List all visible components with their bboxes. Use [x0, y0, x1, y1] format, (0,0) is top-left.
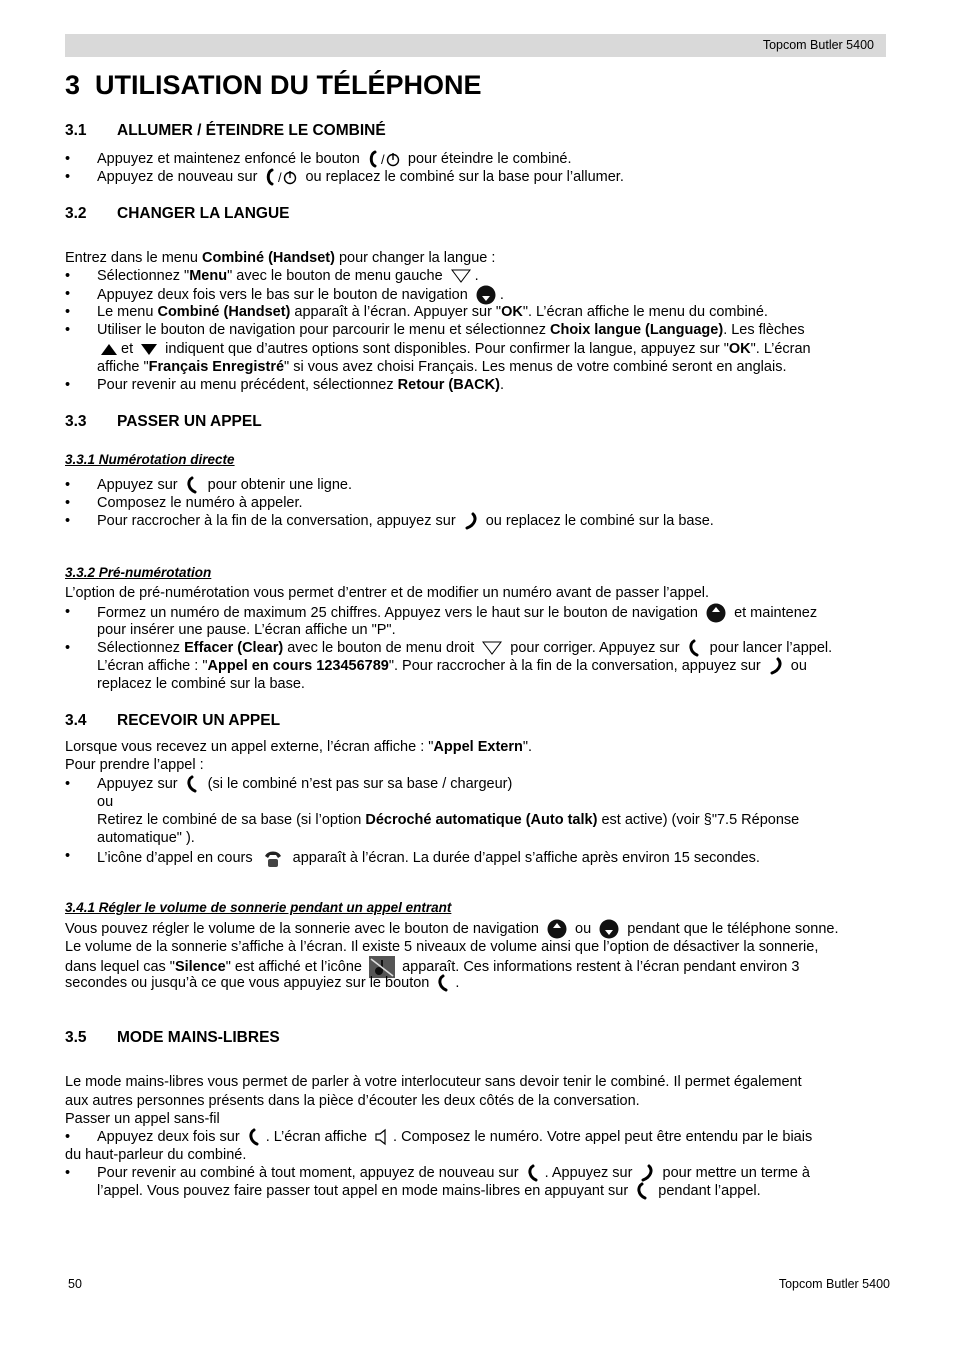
s34-bullet-2: L’icône d’appel en cours apparaît à l’écran. La durée d’appel s’affiche après environ 15 secondes.: [97, 847, 760, 869]
menu-softkey-icon: [450, 268, 472, 284]
s35-line-2: aux autres personnes présents dans la pièce d’écouter les deux côtés de la conversation.: [65, 1093, 640, 1109]
bullet: •: [65, 513, 71, 529]
s33-bullet-3: Pour raccrocher à la fin de la conversation, appuyez sur ou replacez le combiné sur la base.: [97, 513, 714, 529]
speaker-icon: [374, 1128, 390, 1146]
bullet: •: [65, 776, 71, 792]
s34-bullet-1-cont-2: automatique" ).: [97, 830, 195, 846]
call-in-progress-icon: [260, 847, 286, 869]
s31-bullet-2: Appuyez de nouveau sur / ou replacez le combiné sur la base pour l’allumer.: [97, 169, 624, 186]
s341-line-3: dans lequel cas "Silence" est affiché et l’icône apparaît. Ces informations restent à l’écran pendant environ 3: [65, 956, 799, 978]
phone-power-icon: [264, 168, 298, 186]
header-product: Topcom Butler 5400: [762, 38, 874, 52]
s32-bullet-1: Sélectionnez "Menu" avec le bouton de menu gauche .: [97, 268, 479, 284]
s33-bullet-1: Appuyez sur pour obtenir une ligne.: [97, 477, 352, 493]
talk-icon: [185, 775, 201, 793]
footer-product: Topcom Butler 5400: [778, 1277, 890, 1291]
s33-pre-bullet-1-cont: pour insérer une pause. L’écran affiche un "P".: [97, 622, 396, 638]
nav-down-icon: [475, 285, 497, 305]
section-3-4-heading: 3.4 RECEVOIR UN APPEL: [65, 712, 281, 729]
bullet: •: [65, 268, 71, 284]
talk-icon: [687, 639, 703, 657]
s34-bullet-1-or: ou: [97, 794, 114, 810]
s34-bullet-1: Appuyez sur (si le combiné n’est pas sur sa base / chargeur): [97, 776, 513, 792]
bullet: •: [65, 495, 71, 511]
bullet: •: [65, 640, 71, 656]
bullet: •: [65, 848, 71, 864]
talk-icon: [436, 974, 452, 992]
bullet: •: [65, 604, 71, 620]
clear-softkey-icon: [481, 640, 503, 656]
nav-up-icon: [546, 919, 568, 939]
subsection-3-3-2-heading: 3.3.2 Pré-numérotation: [65, 565, 212, 580]
subsection-3-4-1-heading: 3.4.1 Régler le volume de sonnerie pendant un appel entrant: [65, 900, 452, 915]
s35-line-3: Passer un appel sans-fil: [65, 1111, 220, 1127]
talk-icon: [247, 1128, 263, 1146]
svg-text:/: /: [380, 152, 385, 168]
bullet: •: [65, 286, 71, 302]
s34-line-1: Lorsque vous recevez un appel externe, l’écran affiche : "Appel Extern".: [65, 739, 533, 755]
s32-bullet-5: Pour revenir au menu précédent, sélectionnez Retour (BACK).: [97, 377, 504, 393]
s32-bullet-4-cont-1: et indiquent que d’autres options sont disponibles. Pour confirmer la langue, appuyez sur "OK". L’écran: [97, 340, 811, 358]
arrow-down-icon: [140, 342, 158, 356]
svg-text:/: /: [278, 170, 283, 186]
s33-bullet-2: Composez le numéro à appeler.: [97, 495, 303, 511]
bullet: •: [65, 151, 71, 167]
header-bar: [65, 34, 886, 57]
s33-pre-bullet-2: Sélectionnez Effacer (Clear) avec le bouton de menu droit pour corriger. Appuyez sur pour lancer l’appel.: [97, 640, 833, 656]
s33-pre-bullet-1: Formez un numéro de maximum 25 chiffres. Appuyez vers le haut sur le bouton de navigation et maintenez: [97, 603, 817, 623]
s34-line-2: Pour prendre l’appel :: [65, 757, 204, 773]
s33-pre-bullet-2-cont-2: replacez le combiné sur la base.: [97, 676, 305, 692]
bullet: •: [65, 377, 71, 393]
s32-bullet-3: Le menu Combiné (Handset) apparaît à l’écran. Appuyer sur "OK". L’écran affiche le menu du combiné.: [97, 304, 768, 320]
bullet: •: [65, 322, 71, 338]
s33-pre-bullet-2-cont-1: L’écran affiche : "Appel en cours 123456789". Pour raccrocher à la fin de la conversation, appuyez sur ou: [97, 658, 807, 674]
s35-bullet-2-cont: l’appel. Vous pouvez faire passer tout appel en mode mains-libres en appuyant sur pendant l’appel.: [97, 1183, 761, 1199]
s32-bullet-2: Appuyez deux fois vers le bas sur le bouton de navigation .: [97, 285, 504, 305]
hangup-icon: [639, 1164, 655, 1182]
bullet: •: [65, 169, 71, 185]
s32-bullet-4: Utiliser le bouton de navigation pour parcourir le menu et sélectionnez Choix langue (Language). Les flèches: [97, 322, 805, 338]
subsection-3-3-1-heading: 3.3.1 Numérotation directe: [65, 452, 235, 467]
bullet: •: [65, 1129, 71, 1145]
hangup-icon: [768, 657, 784, 675]
nav-down-icon: [598, 919, 620, 939]
s31-bullet-1: Appuyez et maintenez enfoncé le bouton / pour éteindre le combiné.: [97, 151, 572, 168]
s35-line-1: Le mode mains-libres vous permet de parler à votre interlocuteur sans devoir tenir le combiné. Il permet également: [65, 1074, 802, 1090]
section-3-3-heading: 3.3 PASSER UN APPEL: [65, 413, 262, 430]
bullet: •: [65, 477, 71, 493]
s341-line-4: secondes ou jusqu’à ce que vous appuyiez sur le bouton .: [65, 975, 460, 991]
section-3-5-heading: 3.5 MODE MAINS-LIBRES: [65, 1029, 280, 1046]
bullet: •: [65, 304, 71, 320]
s341-line-2: Le volume de la sonnerie s’affiche à l’écran. Il existe 5 niveaux de volume ainsi que l’option de désactiver la sonnerie,: [65, 939, 819, 955]
s33-pre-intro: L’option de pré-numérotation vous permet d’entrer et de modifier un numéro avant de passer l’appel.: [65, 585, 710, 601]
s34-bullet-1-cont-1: Retirez le combiné de sa base (si l’option Décroché automatique (Auto talk) est active) (voir §"7.5 Réponse: [97, 812, 800, 828]
s35-bullet-1-cont: du haut-parleur du combiné.: [65, 1147, 247, 1163]
talk-icon: [526, 1164, 542, 1182]
s35-bullet-2: Pour revenir au combiné à tout moment, appuyez de nouveau sur . Appuyez sur pour mettre un terme à: [97, 1165, 811, 1181]
hangup-icon: [463, 512, 479, 530]
s35-bullet-1: Appuyez deux fois sur . L’écran affiche . Composez le numéro. Votre appel peut être entendu par le biais: [97, 1129, 813, 1145]
page-title: 3 UTILISATION DU TÉLÉPHONE: [65, 70, 482, 100]
page-number: 50: [68, 1277, 82, 1291]
s32-bullet-4-cont-2: affiche "Français Enregistré" si vous avez choisi Français. Les menus de votre combiné seront en anglais.: [97, 359, 787, 375]
s341-line-1: Vous pouvez régler le volume de la sonnerie avec le bouton de navigation ou pendant que le téléphone sonne.: [65, 919, 839, 939]
talk-icon: [635, 1182, 651, 1200]
section-3-2-heading: 3.2 CHANGER LA LANGUE: [65, 205, 290, 222]
section-3-1-heading: 3.1 ALLUMER / ÉTEINDRE LE COMBINÉ: [65, 122, 386, 139]
arrow-up-icon: [100, 342, 118, 356]
phone-power-icon: [367, 150, 401, 168]
s32-intro: Entrez dans le menu Combiné (Handset) pour changer la langue :: [65, 250, 496, 266]
bullet: •: [65, 1165, 71, 1181]
nav-up-icon: [705, 603, 727, 623]
talk-icon: [185, 476, 201, 494]
